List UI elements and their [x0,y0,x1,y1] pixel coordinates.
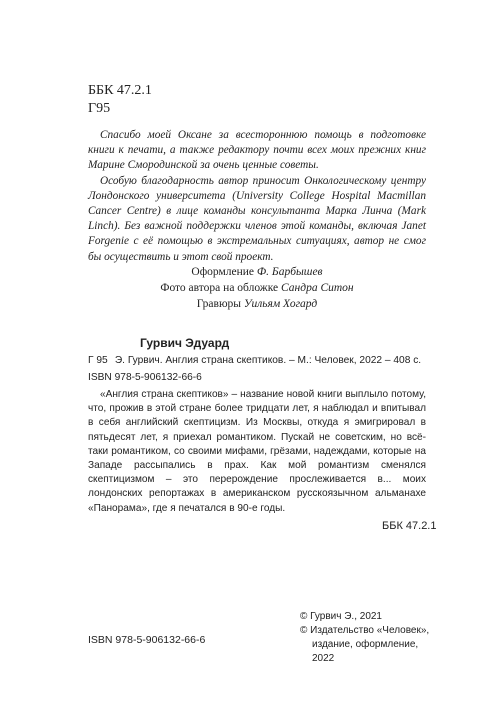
credit-photo [88,280,426,296]
bbk-code: ББК 47.2.1 [88,83,152,98]
catalog-description: Э. Гурвич. Англия страна скептиков. – М.: Человек, 2022 – 408 с. [114,355,422,366]
catalog-isbn: ISBN 978-5-906132-66-6 [88,372,202,383]
annotation-text: «Англия страна скептиков» – название новой книги выплыло потому, что, прожив в этой стране более тридцати лет, я наблюдал и впитывал в себя английский скептицизм. Из Москвы, откуда я эмигрировал в пятьдесят лет, я приехал романтиком. Пускай не советским, но всё-таки романтиком, со своими мифами, грёзами, надеждами, которые на Западе рассыпались в прах. Как мой романтизм сменялся скептицизмом – это перерождение прослеживается в... моих лондонских репортажах в американском русскоязычном альманахе «Панорама», где я печатался в 90-е годы. [88,389,426,514]
catalog-code: Г 95 [88,355,108,366]
credit-name: Сандра Ситон [281,282,354,294]
catalog-author-heading: Гурвич Эдуард [140,336,230,350]
bbk-footer-code: ББК 47.2.1 [382,520,437,532]
credit-design [88,264,426,280]
credit-label: Фото автора на обложке [160,282,279,294]
credit-engravings [88,296,426,312]
copyright-author: © Гурвич Э., 2021 [300,611,382,622]
copyright-edition: издание, оформление, 2022 [312,639,419,664]
isbn-bottom: ISBN 978-5-906132-66-6 [88,634,206,646]
credit-name: Ф. Барбышев [256,266,323,278]
credit-label: Оформление [191,266,255,278]
annotation [88,388,426,516]
credits [88,264,426,312]
credit-name: Уильям Хогард [243,298,318,310]
copyright-block [300,610,440,666]
acknowledgements [88,128,426,265]
bbk-header [88,82,152,118]
author-sign: Г95 [88,101,111,116]
copyright-publisher: © Издательство «Человек», [300,625,430,636]
acknowledgement-paragraph: Спасибо моей Оксане за всестороннюю помощь в подготовке книги к печати, а также редактору почти всех моих прежних книг Марине Смородинской за очень ценные советы. [88,129,426,172]
credit-label: Гравюры [196,298,242,310]
catalog-entry [88,354,421,368]
acknowledgement-paragraph: Особую благодарность автор приносит Онкологическому центру Лондонского университета (University College Hospital Macmillan Cancer Centre) в лице команды консультанта Марка Линча (Mark Linch). Без важной поддержки членов этой команды, включая Janet Forgenie с её помощью в экстремальных ситуациях, автор не смог бы осуществить и этот свой проект. [88,174,426,263]
